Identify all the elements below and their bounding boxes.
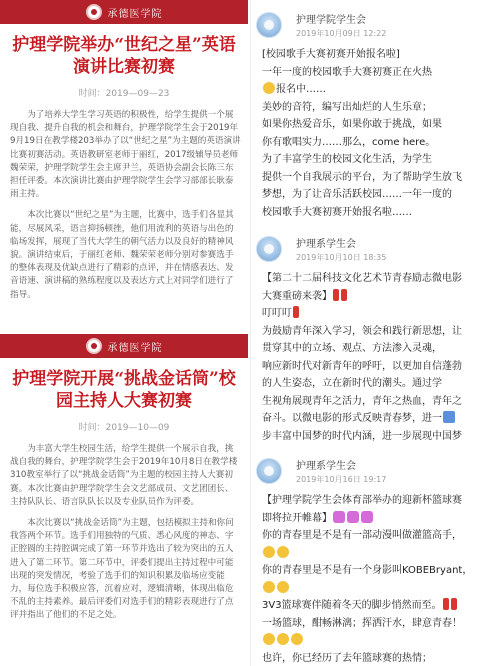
basketball-emoji-icon xyxy=(263,633,275,645)
exclamation-emoji-icon xyxy=(293,306,299,318)
avatar[interactable] xyxy=(256,236,282,262)
post-header xyxy=(252,234,500,264)
post-line: 大赛重磅来袭】 xyxy=(262,288,494,306)
school-header-bar xyxy=(0,0,248,24)
footprint-emoji-icon xyxy=(451,598,457,610)
article-time: 时间：2019—10—09 xyxy=(78,423,170,433)
article-english-speech xyxy=(0,0,248,302)
right-column xyxy=(252,0,500,666)
hand-emoji-icon xyxy=(263,581,275,593)
celebration-emoji-icon xyxy=(361,511,373,523)
post-line: 你的青春里是不是有一部动漫叫做灌篮高手， xyxy=(262,530,462,541)
basketball-emoji-icon xyxy=(277,633,289,645)
post-line: 【第二十二届科技文化艺术节青春励志微电影 xyxy=(262,273,462,284)
post-author[interactable]: 护理系学生会 xyxy=(296,461,356,472)
post-line: 生视角展现青年之活力，青年之热血，青年之 xyxy=(262,395,462,407)
post-line: 叮叮叮 xyxy=(262,305,494,323)
post-line: 你的青春里是不是有一个身影叫KOBEBryant， xyxy=(262,565,473,576)
celebration-emoji-icon xyxy=(333,511,345,523)
moment-post xyxy=(252,456,500,666)
school-logo-icon xyxy=(86,4,102,20)
post-line: 校园歌手大赛初赛开始报名啦…… xyxy=(262,206,412,218)
article-time: 时间：2019—09—23 xyxy=(78,89,170,99)
article-paragraph: 为丰富大学生校园生活，给学生提供一个展示自我，挑战自我的舞台，护理学院学生会于2019年10月8日在教学楼310教室举行了以“挑战金话筒”为主题的校园主持人大赛初赛。本次比赛由护理学院学生会文艺部成员、文艺团团长、主持队队长、语言队队长以及专业队员作为评委。 xyxy=(10,444,238,507)
article-body xyxy=(10,443,242,623)
post-date: 2019年10月09日 12:22 xyxy=(296,29,387,38)
article-body xyxy=(10,109,242,302)
post-header xyxy=(252,456,500,486)
post-line: 一年一度的校园歌手大赛初赛正在火热 xyxy=(262,66,432,78)
post-line: 梦想，为了让音乐活跃校园……一年一度的 xyxy=(262,189,452,200)
article-paragraph: 本次比赛以“挑战金话筒”为主题，包括模拟主持和你问我答两个环节。选手们用独特的气质、悉心风度的神态、字正腔圆的主持腔调完成了第一环节并选出了较为突出的五人进入了第二环节。第二环节中，评委们提出主持过程中可能出现的突发情况，考验了选手们的知识积累及临场应变能力，每位选手积极应答，沉着应对，逻辑清晰，体现出临危不乱的主持素养。最后评委们对选手们的精彩表现进行了点评并指出了他们的不足之处。 xyxy=(10,518,234,621)
post-line: 【护理学院学生会体育部举办的迎新杯篮球赛 xyxy=(262,495,462,506)
school-header-bar xyxy=(0,334,248,358)
post-author[interactable]: 护理学院学生会 xyxy=(296,15,366,26)
post-line: 如果你热爱音乐，如果你敢于挑战，如果 xyxy=(262,119,442,130)
school-name: 承德医学院 xyxy=(107,342,163,354)
post-line: [校园歌手大赛初赛开始报名啦] xyxy=(262,49,400,60)
post-line: 的人生姿态，立在新时代的潮头。通过学 xyxy=(262,378,442,389)
post-line: 即将拉开帷幕】 xyxy=(262,510,494,528)
post-line: 你有歌唱实力……那么，come here。 xyxy=(262,136,436,148)
post-text xyxy=(262,46,494,221)
exclamation-emoji-icon xyxy=(341,289,347,301)
post-line: 一场篮球，酣畅淋漓；挥洒汗水，肆意青春！ xyxy=(262,617,462,629)
article-title: 护理学院开展“挑战金话筒”校园主持人大赛初赛 xyxy=(12,369,236,411)
post-line: 奋斗。以微电影的形式反映青春梦，进一 xyxy=(262,410,494,428)
footprint-emoji-icon xyxy=(443,598,449,610)
post-line: 响应新时代对新青年的呼吁，以更加自信蓬勃 xyxy=(262,360,462,372)
hand-emoji-icon xyxy=(277,581,289,593)
school-logo-icon xyxy=(86,338,102,354)
post-line: 3V3篮球赛伴随着冬天的脚步悄然而至。 xyxy=(262,597,494,615)
post-line xyxy=(262,632,494,650)
post-line: 步丰富中国梦的时代内涵，进一步展现中国梦 xyxy=(262,430,462,442)
moment-post xyxy=(252,234,500,445)
post-line: 为鼓励青年深入学习，领会和践行新思想，让 xyxy=(262,325,462,337)
article-title: 护理学院举办“世纪之星”英语演讲比赛初赛 xyxy=(12,35,236,77)
avatar[interactable] xyxy=(256,458,282,484)
post-date: 2019年10月16日 19:17 xyxy=(296,475,387,484)
article-host-contest xyxy=(0,334,248,631)
post-text xyxy=(262,270,494,445)
post-line xyxy=(262,580,494,598)
clap-emoji-icon xyxy=(263,82,275,94)
post-line: 提供一个自我展示的平台，为了帮助学生放飞 xyxy=(262,171,462,183)
moment-post xyxy=(252,10,500,221)
face-emoji-icon xyxy=(263,546,275,558)
post-line: 美妙的音符，编写出灿烂的人生乐章； xyxy=(262,101,432,113)
post-date: 2019年10月10日 18:35 xyxy=(296,253,387,262)
post-header xyxy=(252,10,500,40)
post-line xyxy=(262,545,494,563)
article-paragraph: 本次比赛以“世纪之星”为主题，比赛中，选手们各显其能，尽展风采，语言抑扬顿挫，他们用流利的英语与出色的临场发挥，展现了当代大学生的朝气活力以及良好的精神风貌。演讲结束后，于丽红老师、魏荣荣老师分别对参赛选手的整体表现及优缺点进行了精彩的点评，并在情感表达、发音语速、演讲稿的熟练程度以及表达方式上对同学们进行了指导。 xyxy=(10,210,234,300)
basketball-emoji-icon xyxy=(291,633,303,645)
post-line: 贯穿其中的立场、观点、方法渗入灵魂， xyxy=(262,343,442,354)
face-emoji-icon xyxy=(277,546,289,558)
column-divider xyxy=(250,0,251,666)
post-text xyxy=(262,492,494,666)
school-name: 承德医学院 xyxy=(107,8,163,20)
post-author[interactable]: 护理系学生会 xyxy=(296,239,356,250)
celebration-emoji-icon xyxy=(347,511,359,523)
post-line: 报名中…… xyxy=(262,81,494,99)
left-column xyxy=(0,0,248,666)
pause-emoji-icon xyxy=(443,411,455,423)
avatar[interactable] xyxy=(256,12,282,38)
post-line: 为了丰富学生的校园文化生活，为学生 xyxy=(262,154,432,165)
post-line: 也许，你已经历了去年篮球赛的热情； xyxy=(262,652,432,664)
exclamation-emoji-icon xyxy=(333,289,339,301)
article-paragraph: 为了培养大学生学习英语的积极性，给学生提供一个展现自我、提升自我的机会和舞台，护理学院学生会于2019年9月19日在教学楼203举办了以“世纪之星”为主题的英语演讲比赛初赛活动。英语教研室老师于丽红，2017级辅导员老师魏荣荣，护理学院学生会主席尹兰，英语协会副会长陈三东担任评委。本次演讲比赛由护理学院学生会学习部部长耿泰雨主持。 xyxy=(10,110,241,200)
